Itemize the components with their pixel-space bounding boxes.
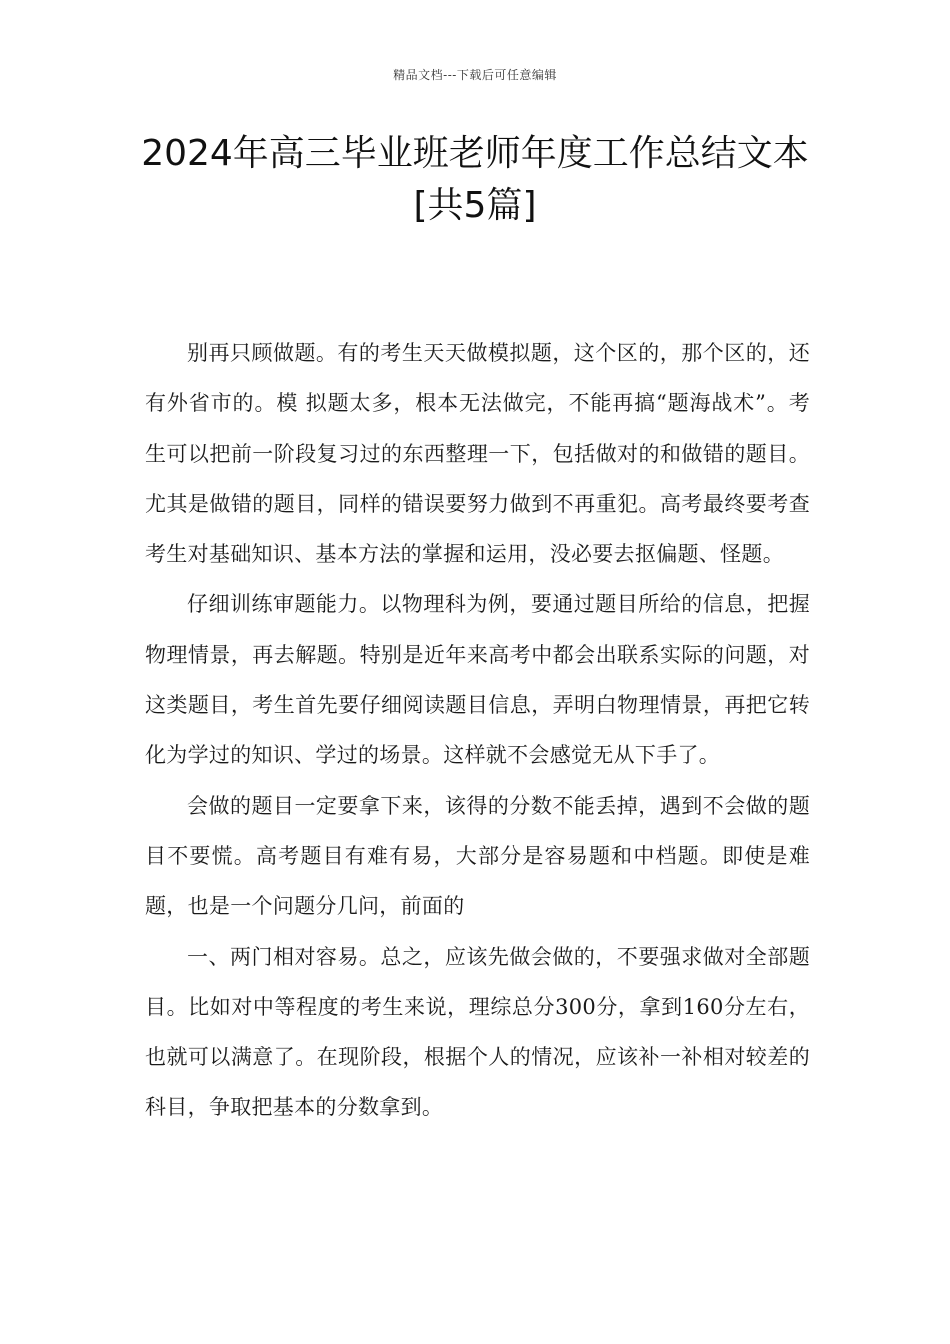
- document-title: 2024年高三毕业班老师年度工作总结文本[共5篇]: [141, 133, 809, 226]
- paragraph: 别再只顾做题。有的考生天天做模拟题，这个区的，那个区的，还有外省市的。模 拟题太多，根本无法做完，不能再搞“题海战术”。考生可以把前一阶段复习过的东西整理一下，包括做对的和做错的题目。尤其是做错的题目，同样的错误要努力做到不再重犯。高考最终要考查考生对基础知识、基本方法的掌握和运用，没必要去抠偏题、怪题。: [145, 341, 810, 567]
- paragraph: 仔细训练审题能力。以物理科为例，要通过题目所给的信息，把握物理情景，再去解题。特别是近年来高考中都会出联系实际的问题，对这类题目，考生首先要仔细阅读题目信息，弄明白物理情景，再把它转化为学过的知识、学过的场景。这样就不会感觉无从下手了。: [145, 592, 810, 768]
- running-header: 精品文档---下载后可任意编辑: [393, 68, 557, 82]
- paragraph: 一、两门相对容易。总之，应该先做会做的，不要强求做对全部题目。比如对中等程度的考生来说，理综总分300分，拿到160分左右，也就可以满意了。在现阶段，根据个人的情况，应该补一补相对较差的科目，争取把基本的分数拿到。: [145, 944, 810, 1120]
- document-body: [145, 328, 810, 1133]
- paragraph: 会做的题目一定要拿下来，该得的分数不能丢掉，遇到不会做的题目不要慌。高考题目有难有易，大部分是容易题和中档题。即使是难题，也是一个问题分几问，前面的: [145, 793, 810, 919]
